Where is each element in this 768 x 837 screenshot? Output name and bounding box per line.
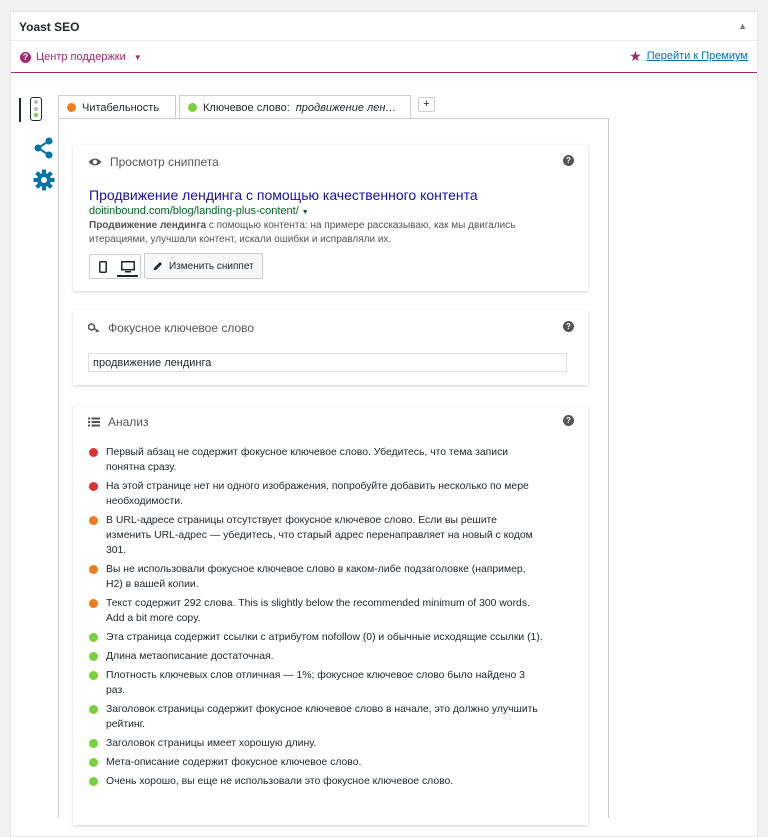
analysis-result-text: Плотность ключевых слов отличная — 1%; фокусное ключевое слово было найдено 3 раз.	[106, 670, 525, 696]
status-bullet-bad	[89, 482, 98, 491]
status-bullet-good	[89, 633, 98, 642]
status-bullet-good	[89, 705, 98, 714]
snippet-desc-text: с помощью контента: на примере рассказываю, как мы двигались итерациями, улучшали контент, искали ошибки и исправляли их.	[89, 220, 516, 245]
triangle-up-icon[interactable]: ▲	[738, 21, 747, 31]
analysis-panel	[73, 405, 588, 825]
traffic-light-icon[interactable]	[19, 97, 49, 123]
snippet-title[interactable]: Продвижение лендинга с помощью качественного контента	[89, 187, 478, 203]
snippet-preview-panel	[73, 145, 588, 291]
question-circle-icon: ?	[20, 52, 31, 63]
analysis-result-text: Длина метаописание достаточная.	[106, 651, 274, 662]
analysis-result-item	[88, 513, 543, 558]
focus-keyword-input[interactable]	[88, 353, 567, 372]
snippet-preview-header	[88, 155, 219, 169]
analysis-result-text: Заголовок страницы имеет хорошую длину.	[106, 738, 317, 749]
tab-keyword-prefix: Ключевое слово:	[203, 101, 290, 114]
desktop-preview-button[interactable]	[115, 255, 140, 278]
gear-icon[interactable]	[33, 169, 55, 194]
analysis-result-text: Мета-описание содержит фокусное ключевое слово.	[106, 757, 362, 768]
star-icon: ★	[629, 48, 642, 64]
edit-snippet-button[interactable]	[144, 253, 263, 279]
mobile-preview-button[interactable]	[90, 255, 115, 278]
device-toggle	[89, 254, 141, 279]
eye-icon	[88, 157, 102, 167]
analysis-result-item	[88, 630, 543, 645]
snippet-desc-keyword: Продвижение лендинга	[89, 220, 207, 231]
metabox-header[interactable]	[11, 12, 757, 41]
analysis-result-item	[88, 736, 543, 751]
status-bullet-ok	[89, 516, 98, 525]
status-bullet-good	[89, 777, 98, 786]
analysis-result-item	[88, 755, 543, 770]
caret-down-icon: ▼	[133, 52, 142, 62]
status-bullet-ok	[89, 599, 98, 608]
analysis-title: Анализ	[108, 415, 149, 429]
tab-keyword-value: продвижение лен…	[295, 101, 397, 114]
analysis-result-text: Заголовок страницы содержит фокусное ключевое слово в начале, это должно улучшить рейтинг.	[106, 704, 538, 730]
keyword-tab-content	[58, 118, 609, 818]
analysis-result-text: Вы не использовали фокусное ключевое слово в каком-либе подзаголовке (например, H2) в вашей копии.	[106, 564, 526, 590]
list-icon	[88, 417, 100, 427]
go-premium-link[interactable]	[629, 50, 748, 62]
tab-readability[interactable]	[58, 95, 176, 119]
analysis-result-item	[88, 668, 543, 698]
analysis-result-item	[88, 596, 543, 626]
analysis-result-item	[88, 562, 543, 592]
yoast-seo-metabox	[10, 11, 758, 837]
status-bullet-ok	[67, 103, 76, 112]
status-bullet-good	[89, 671, 98, 680]
snippet-url	[89, 205, 309, 217]
help-center-label: Центр поддержки	[36, 51, 126, 63]
status-bullet-ok	[89, 565, 98, 574]
analysis-result-item	[88, 479, 543, 509]
status-bullet-good	[89, 758, 98, 767]
pencil-icon	[153, 261, 163, 271]
go-premium-label[interactable]: Перейти к Премиум	[646, 50, 748, 62]
question-circle-icon[interactable]: ?	[563, 155, 574, 166]
analysis-results-list	[88, 445, 543, 793]
status-bullet-good	[89, 652, 98, 661]
tab-readability-label: Читабельность	[82, 101, 160, 114]
question-circle-icon[interactable]: ?	[563, 321, 574, 332]
analysis-result-item	[88, 774, 543, 789]
status-bullet-bad	[89, 448, 98, 457]
caret-down-icon: ▼	[301, 209, 309, 216]
analysis-header	[88, 415, 149, 429]
snippet-url-text: doitinbound.com/blog/landing-plus-content/	[89, 205, 299, 217]
focus-keyword-panel	[73, 311, 588, 385]
analysis-result-text: Эта страница содержит ссылки с атрибутом nofollow (0) и обычные исходящие ссылки (1).	[106, 632, 543, 643]
analysis-result-text: Текст содержит 292 слова. This is slightly below the recommended minimum of 300 words. Add a bit more copy.	[106, 598, 530, 624]
share-icon[interactable]	[33, 137, 55, 162]
status-bullet-good	[89, 739, 98, 748]
analysis-result-text: В URL-адресе страницы отсутствует фокусное ключевое слово. Если вы решите изменить URL-адрес — убедитесь, что старый адрес перенаправляет на новый с кодом 301.	[106, 515, 533, 556]
snippet-description	[89, 219, 559, 247]
edit-snippet-label: Изменить сниппет	[169, 260, 254, 272]
analysis-result-item	[88, 702, 543, 732]
focus-keyword-title: Фокусное ключевое слово	[108, 321, 255, 335]
add-keyword-button[interactable]: +	[418, 97, 435, 112]
analysis-result-item	[88, 445, 543, 475]
key-icon	[88, 323, 100, 333]
metabox-title: Yoast SEO	[19, 20, 80, 34]
analysis-result-text: На этой странице нет ни одного изображения, попробуйте добавить несколько по мере необходимости.	[106, 481, 529, 507]
question-circle-icon[interactable]: ?	[563, 415, 574, 426]
status-bullet-good	[188, 103, 197, 112]
analysis-result-text: Очень хорошо, вы еще не использовали это фокусное ключевое слово.	[106, 776, 454, 787]
tab-keyword[interactable]	[179, 95, 411, 119]
analysis-result-item	[88, 649, 543, 664]
mobile-icon	[99, 261, 107, 273]
help-bar	[11, 41, 757, 73]
analysis-result-text: Первый абзац не содержит фокусное ключевое слово. Убедитесь, что тема записи понятна сразу.	[106, 447, 509, 473]
help-center-toggle[interactable]	[20, 51, 142, 63]
snippet-preview-title: Просмотр сниппета	[110, 155, 219, 169]
desktop-icon	[121, 261, 135, 273]
focus-keyword-header	[88, 321, 254, 335]
